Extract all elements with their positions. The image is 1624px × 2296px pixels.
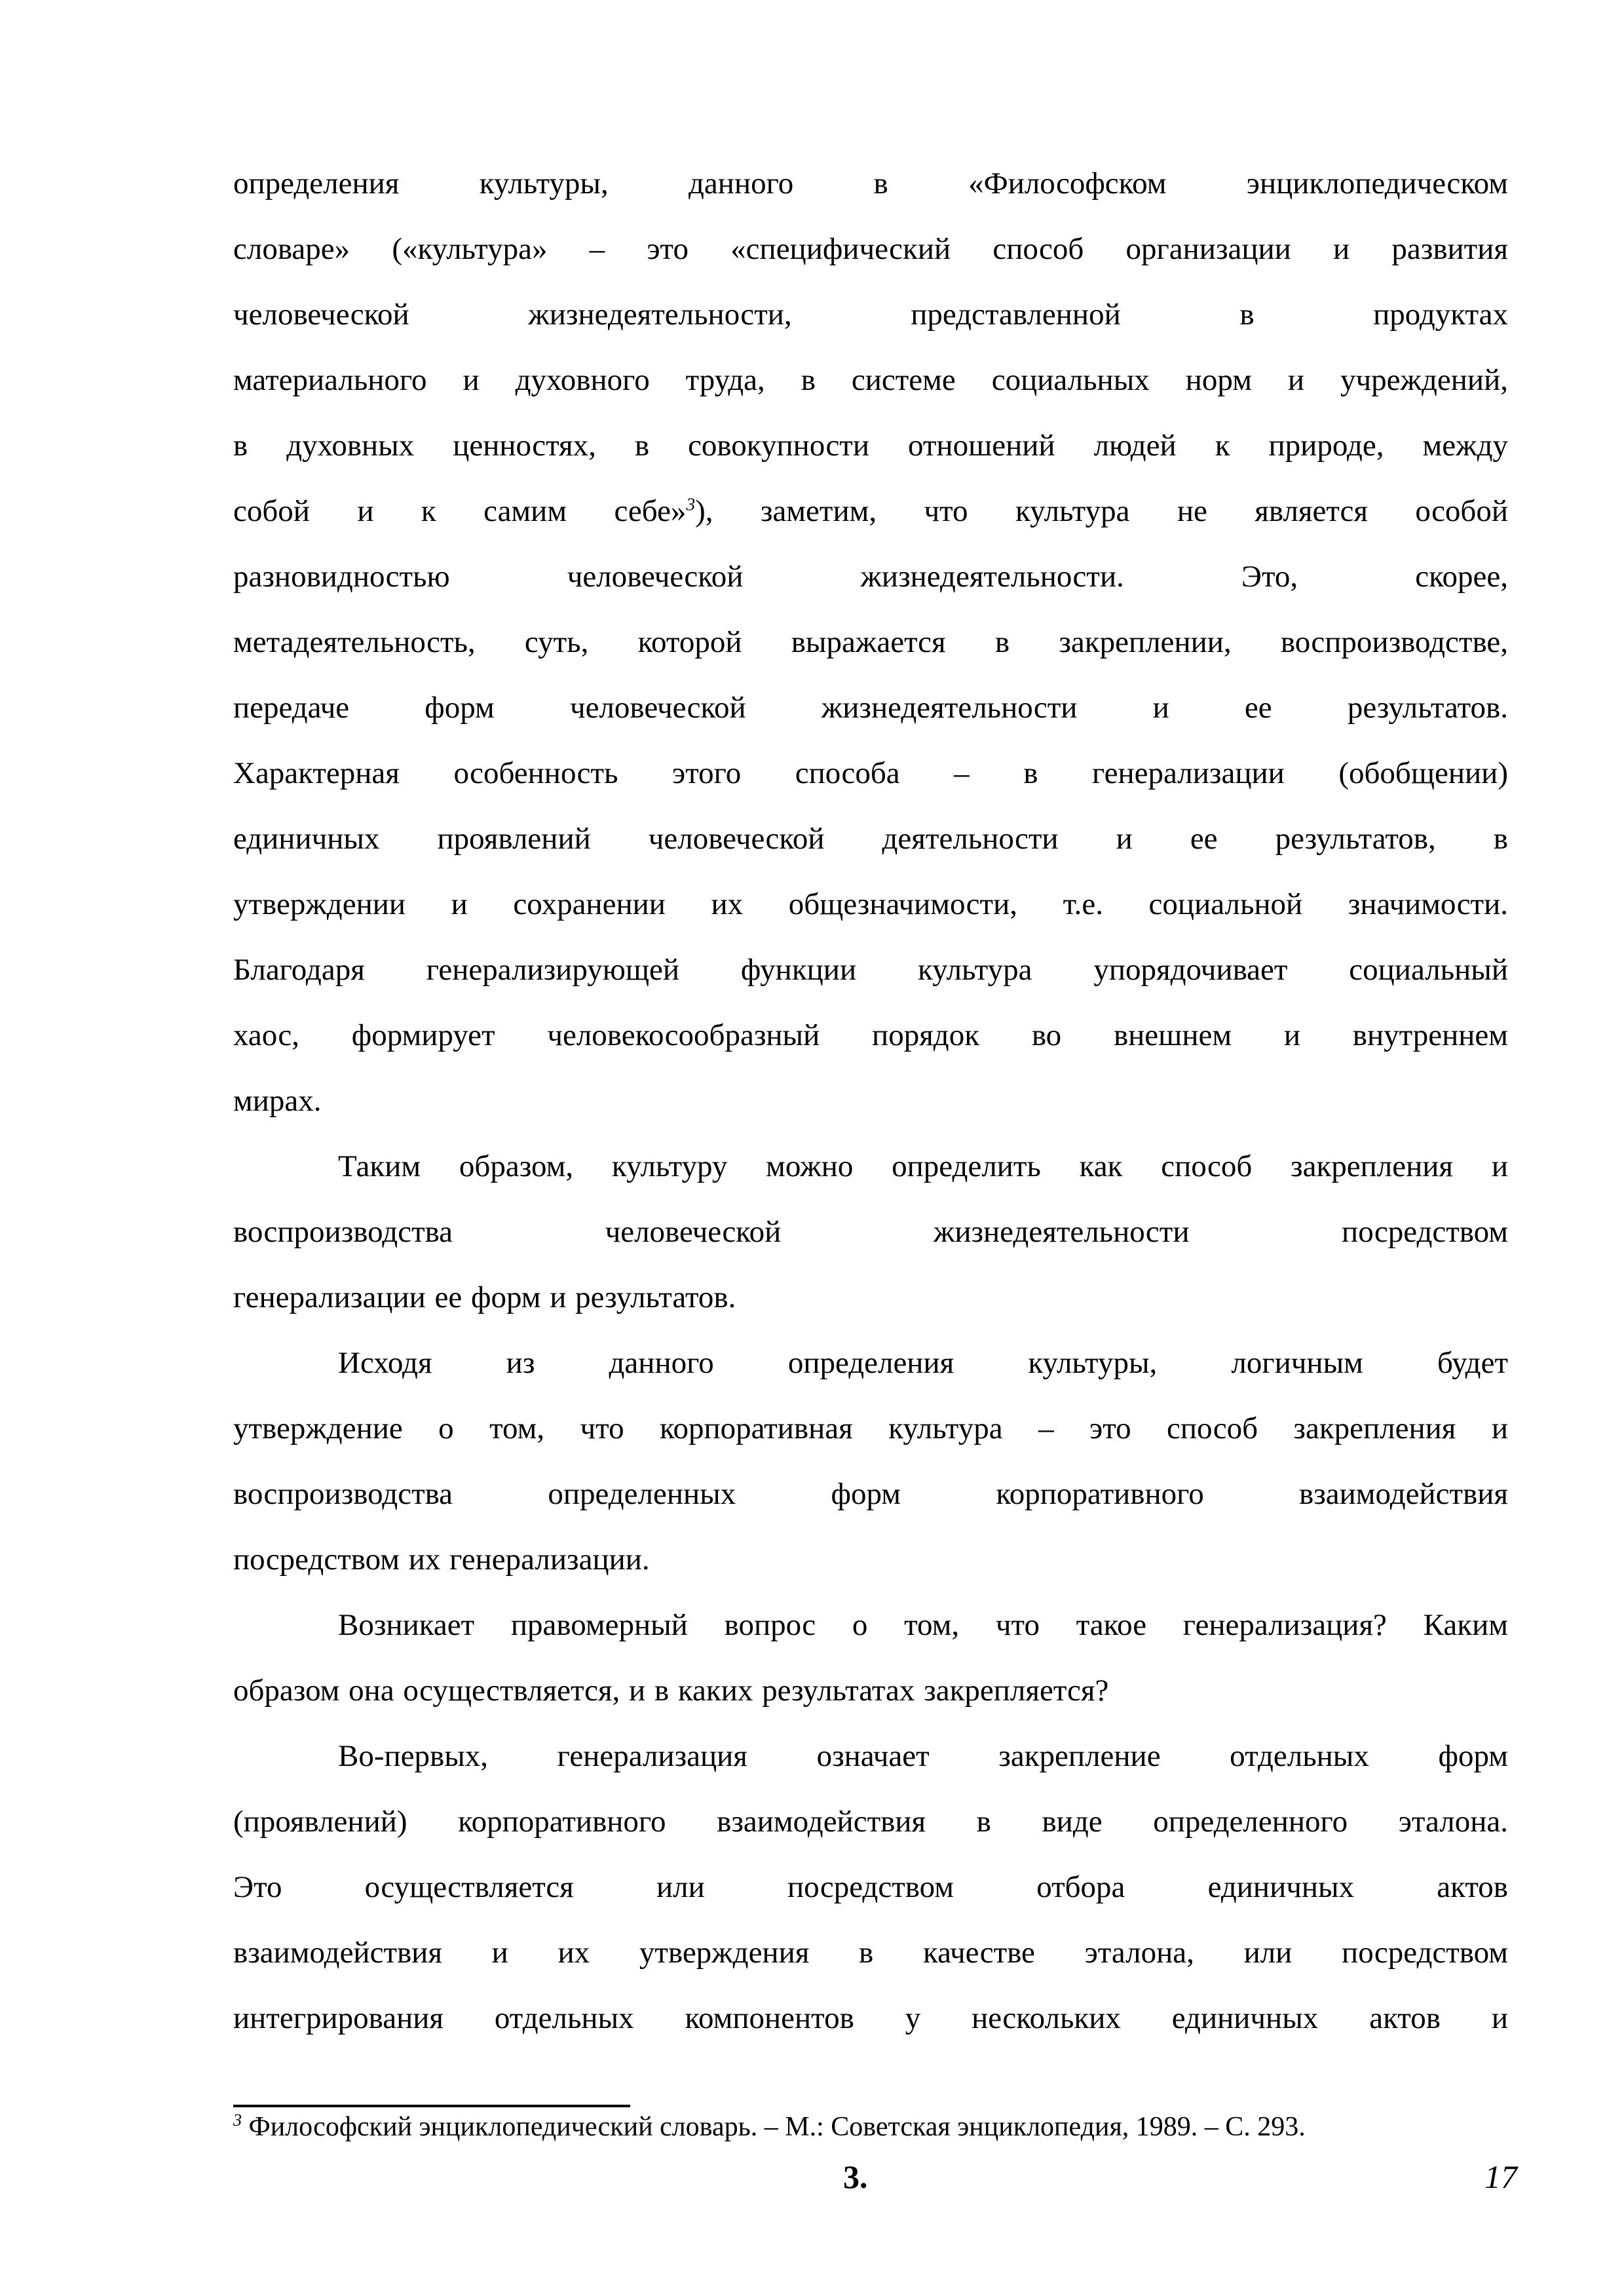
paragraph [233,151,1508,1134]
body-text [233,151,1508,2051]
footer-center-label: 3. [843,2158,868,2195]
text-segment: ), заметим, что культура не является особой [695,494,1509,528]
text-line: Благодаря генерализирующей функции культура упорядочивает социальный [233,953,1508,987]
paragraph [233,1592,1508,1723]
footnote [233,2109,1508,2145]
text-line: взаимодействия и их утверждения в качестве эталона, или посредством [233,1936,1508,1970]
text-line: материального и духовного труда, в системе социальных норм и учреждений, [233,363,1508,397]
text-line: утверждении и сохранении их общезначимости, т.е. социальной значимости. [233,887,1508,921]
text-line: Исходя из данного определения культуры, логичным будет [338,1346,1508,1380]
paragraph [233,1723,1508,2051]
text-line-with-footnote-ref [233,478,1508,544]
text-line: посредством их генерализации. [233,1542,650,1577]
text-line: словаре» («культура» – это «специфический способ организации и развития [233,232,1508,266]
text-line: человеческой жизнедеятельности, представленной в продуктах [233,297,1508,332]
text-line: Характерная особенность этого способа – в генерализации (обобщении) [233,756,1508,790]
text-line: Во-первых, генерализация означает закрепление отдельных форм [338,1739,1508,1773]
paragraph [233,1134,1508,1330]
footnote-separator [233,2105,630,2107]
text-line: мирах. [233,1084,322,1118]
text-line: Возникает правомерный вопрос о том, что такое генерализация? Каким [338,1608,1508,1642]
text-line: воспроизводства человеческой жизнедеятельности посредством [233,1215,1508,1249]
footnote-reference-mark: 3 [686,494,696,514]
text-line: Это осуществляется или посредством отбора единичных актов [233,1870,1508,1904]
text-line: хаос, формирует человекосообразный порядок во внешнем и внутреннем [233,1018,1508,1052]
text-line: (проявлений) корпоративного взаимодействия в виде определенного эталона. [233,1805,1508,1839]
text-line: воспроизводства определенных форм корпоративного взаимодействия [233,1477,1508,1511]
text-line: разновидностью человеческой жизнедеятельности. Это, скорее, [233,560,1508,594]
text-line: образом она осуществляется, и в каких результатах закрепляется? [233,1674,1109,1708]
text-line: Таким образом, культуру можно определить как способ закрепления и [338,1149,1508,1183]
footnote-text: Философский энциклопедический словарь. – М.: Советская энциклопедия, 1989. – С. 293. [242,2112,1306,2142]
footnote-marker: 3 [233,2111,242,2130]
paragraph [233,1330,1508,1592]
text-line: в духовных ценностях, в совокупности отношений людей к природе, между [233,429,1508,463]
text-line: интегрирования отдельных компонентов у нескольких единичных актов и [233,2001,1508,2035]
page-number: 17 [1484,2158,1517,2195]
text-line: метадеятельность, суть, которой выражается в закреплении, воспроизводстве, [233,625,1508,659]
text-line: утверждение о том, что корпоративная культура – это способ закрепления и [233,1411,1508,1445]
text-line: передаче форм человеческой жизнедеятельности и ее результатов. [233,691,1508,725]
text-line: единичных проявлений человеческой деятельности и ее результатов, в [233,822,1508,856]
text-line: определения культуры, данного в «Философском энциклопедическом [233,166,1508,201]
text-segment: собой и к самим себе» [233,494,687,528]
text-line: генерализации ее форм и результатов. [233,1280,736,1314]
